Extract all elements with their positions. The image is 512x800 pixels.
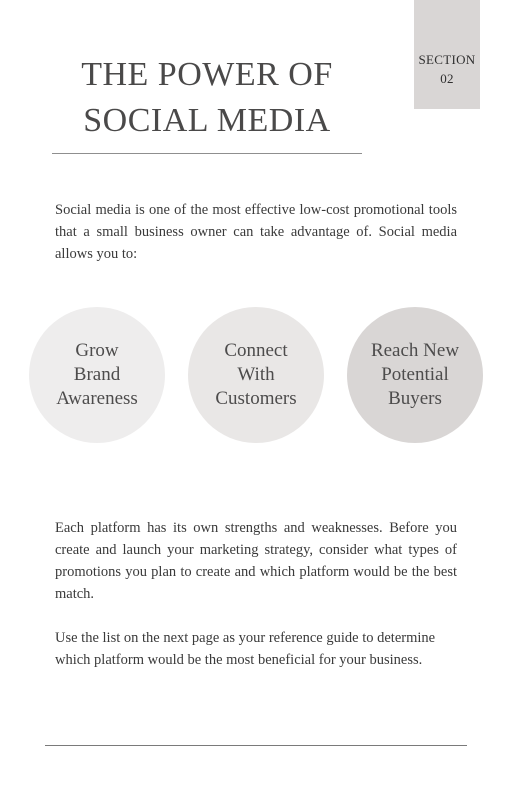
intro-paragraph: Social media is one of the most effective low-cost promotional tools that a small business owner can take advantage of. Social media allows you to: [55, 202, 457, 262]
benefit-circle-connect-with-customers [188, 307, 324, 443]
section-tab [414, 0, 480, 109]
benefit-circle-reach-new-potential-buyers [347, 307, 483, 443]
bottom-divider [45, 745, 467, 746]
title-line-2: SOCIAL MEDIA [83, 102, 331, 139]
benefit-label: Connect With Customers [215, 340, 297, 409]
title-divider [52, 153, 362, 154]
benefit-circle-grow-brand-awareness [29, 307, 165, 443]
section-label: SECTION [418, 52, 476, 67]
title-line-1: THE POWER OF [81, 56, 333, 93]
body-paragraph-2: Use the list on the next page as your reference guide to determine which platform would be the most beneficial for your business. [55, 630, 436, 668]
benefit-label: Reach New Potential Buyers [370, 340, 460, 409]
section-number: 02 [440, 71, 454, 86]
benefit-label: Grow Brand Awareness [56, 340, 138, 409]
page-title [52, 52, 362, 144]
body-paragraph-1: Each platform has its own strengths and weaknesses. Before you create and launch your marketing strategy, consider what types of promotions you plan to create and which platform would be the best match. [55, 520, 457, 602]
